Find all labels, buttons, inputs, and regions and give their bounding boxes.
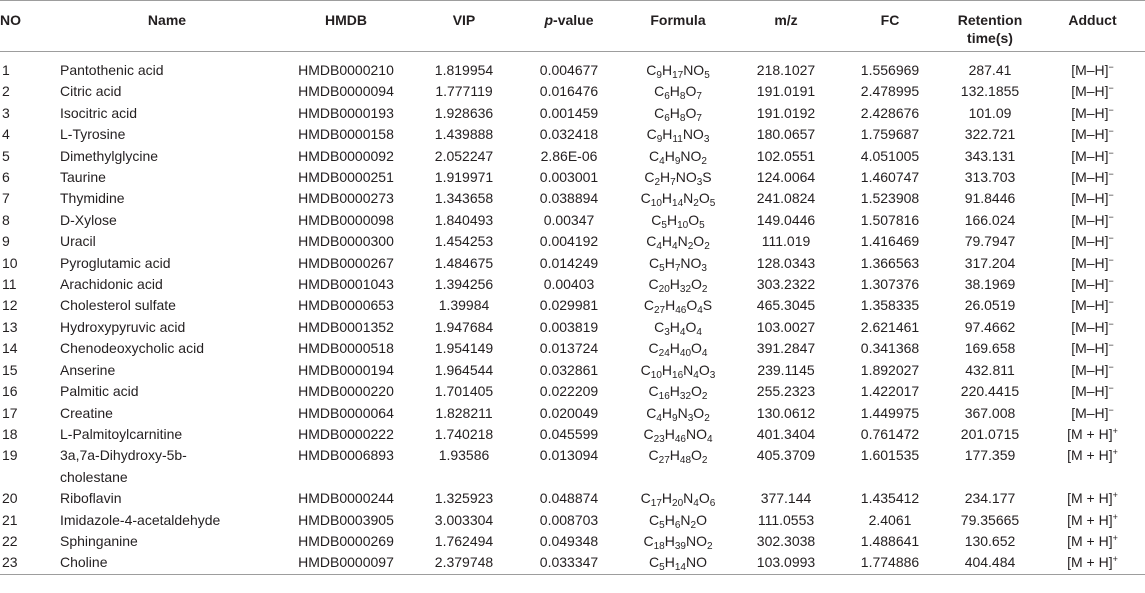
cell-adduct: [M–H]− <box>1071 297 1114 314</box>
cell-adduct: [M–H]− <box>1071 62 1114 78</box>
cell-vip: 1.484675 <box>434 254 494 271</box>
cell-name: L-Tyrosine <box>60 126 126 143</box>
header-pvalue-italic: p <box>544 12 554 28</box>
cell-pvalue: 0.004677 <box>539 62 599 78</box>
cell-pvalue: 0.013094 <box>539 447 599 464</box>
cell-vip: 1.919971 <box>434 169 494 186</box>
cell-name: Chenodeoxycholic acid <box>60 340 204 357</box>
cell-name: Pyroglutamic acid <box>60 254 171 271</box>
cell-formula: $C_{10}H_{14}N_2O_5$ <box>640 190 716 210</box>
cell-adduct: [M–H]− <box>1071 104 1114 121</box>
cell-fc: 2.4061 <box>868 511 912 528</box>
cell-fc: 1.892027 <box>860 361 920 378</box>
cell-vip: 1.343658 <box>434 190 494 207</box>
cell-no: 15 <box>2 361 18 378</box>
table-row <box>0 60 1145 81</box>
table-row <box>0 274 1145 295</box>
cell-formula: $C_2H_7NO_3S$ <box>644 169 712 189</box>
cell-pvalue: 0.008703 <box>539 511 599 528</box>
cell-adduct: [M–H]− <box>1071 190 1114 207</box>
cell-no: 19 <box>2 447 18 464</box>
cell-adduct: [M–H]− <box>1071 404 1114 421</box>
cell-mz: 255.2323 <box>756 383 816 400</box>
cell-mz: 303.2322 <box>756 276 816 293</box>
cell-no: 20 <box>2 490 18 507</box>
cell-name: Anserine <box>60 361 116 378</box>
table-row <box>0 445 1145 488</box>
cell-no: 17 <box>2 404 18 421</box>
table-row <box>0 360 1145 381</box>
cell-formula: $C_5H_{14}NO$ <box>624 552 732 574</box>
header-pvalue <box>514 1 624 52</box>
cell-formula: $C_5H_7NO_3$ <box>649 254 707 274</box>
cell-hmdb: HMDB0000092 <box>298 147 394 164</box>
table-row <box>0 317 1145 338</box>
table-row <box>0 552 1145 574</box>
table-row <box>0 381 1145 402</box>
cell-formula: $C_{27}H_{46}O_4S$ <box>643 297 713 317</box>
cell-fc: 1.774886 <box>840 552 940 574</box>
cell-mz: 191.0191 <box>756 83 816 100</box>
table-row <box>0 124 1145 145</box>
cell-adduct: [M–H]− <box>1071 361 1114 378</box>
cell-formula: $C_9H_{17}NO_5$ <box>646 62 710 81</box>
table-row <box>0 210 1145 231</box>
cell-fc: 1.435412 <box>860 490 920 507</box>
cell-no: 8 <box>2 211 10 228</box>
cell-formula: $C_9H_{11}NO_3$ <box>646 126 710 146</box>
cell-mz: 391.2847 <box>756 340 816 357</box>
cell-retention-time: 97.4662 <box>964 318 1016 335</box>
cell-retention-time: 26.0519 <box>964 297 1016 314</box>
cell-no: 3 <box>2 104 10 121</box>
cell-fc: 0.761472 <box>860 425 920 442</box>
cell-fc: 1.488641 <box>860 532 920 549</box>
cell-formula: $C_{27}H_{48}O_2$ <box>648 447 708 467</box>
cell-retention-time: 404.484 <box>940 552 1040 574</box>
cell-no: 6 <box>2 169 10 186</box>
cell-mz: 102.0551 <box>756 147 816 164</box>
cell-formula: $C_4H_4N_2O_2$ <box>646 233 710 253</box>
cell-vip: 1.954149 <box>434 340 494 357</box>
cell-hmdb: HMDB0000158 <box>298 126 394 143</box>
cell-fc: 0.341368 <box>860 340 920 357</box>
cell-hmdb: HMDB0000097 <box>278 552 414 574</box>
cell-fc: 1.366563 <box>860 254 920 271</box>
cell-vip: 2.379748 <box>414 552 514 574</box>
cell-mz: 149.0446 <box>756 211 816 228</box>
cell-no: 23 <box>0 552 56 574</box>
cell-name: Thymidine <box>60 190 125 207</box>
cell-mz: 124.0064 <box>756 169 816 186</box>
cell-adduct: [M–H]− <box>1071 340 1114 357</box>
cell-mz: 465.3045 <box>756 297 816 314</box>
cell-pvalue: 0.016476 <box>539 83 599 100</box>
table-row <box>0 510 1145 531</box>
cell-mz: 103.0027 <box>756 318 816 335</box>
header-adduct: Adduct <box>1068 12 1117 28</box>
cell-retention-time: 313.703 <box>964 169 1016 186</box>
table-row <box>0 146 1145 167</box>
cell-name: 3a,7a-Dihydroxy-5b-cholestane <box>60 447 187 485</box>
cell-vip: 1.325923 <box>434 490 494 507</box>
cell-formula: $C_{17}H_{20}N_4O_6$ <box>640 490 716 510</box>
cell-mz: 191.0192 <box>756 104 816 121</box>
header-row <box>0 1 1145 52</box>
cell-hmdb: HMDB0003905 <box>298 511 394 528</box>
cell-hmdb: HMDB0000210 <box>298 62 394 78</box>
cell-hmdb: HMDB0000222 <box>298 425 394 442</box>
cell-retention-time: 322.721 <box>964 126 1016 143</box>
cell-name: D-Xylose <box>60 211 117 228</box>
cell-fc: 1.307376 <box>860 276 920 293</box>
cell-pvalue: 0.045599 <box>539 425 599 442</box>
cell-no: 11 <box>2 276 17 293</box>
cell-hmdb: HMDB0000094 <box>298 83 394 100</box>
cell-adduct: [M + H]+ <box>1067 532 1118 549</box>
cell-mz: 302.3038 <box>756 532 816 549</box>
cell-formula: $C_{23}H_{46}NO_4$ <box>643 425 713 445</box>
cell-pvalue: 0.029981 <box>539 297 599 314</box>
cell-pvalue: 2.86E-06 <box>540 147 598 164</box>
cell-pvalue: 0.003001 <box>539 169 599 186</box>
cell-mz: 218.1027 <box>756 62 816 78</box>
cell-retention-time: 79.7947 <box>964 233 1016 250</box>
cell-formula: $C_{18}H_{39}NO_2$ <box>643 532 713 552</box>
cell-mz: 103.0993 <box>732 552 840 574</box>
cell-pvalue: 0.022209 <box>539 383 599 400</box>
cell-vip: 1.740218 <box>434 425 494 442</box>
cell-formula: $C_3H_4O_4$ <box>654 318 702 338</box>
cell-mz: 241.0824 <box>756 190 816 207</box>
cell-fc: 1.416469 <box>860 233 920 250</box>
header-name: Name <box>147 12 187 28</box>
table-row <box>0 103 1145 124</box>
cell-pvalue: 0.048874 <box>539 490 599 507</box>
cell-adduct: [M–H]− <box>1071 254 1114 271</box>
cell-fc: 2.428676 <box>860 104 920 121</box>
cell-hmdb: HMDB0000194 <box>298 361 394 378</box>
cell-pvalue: 0.00403 <box>543 276 595 293</box>
cell-name: Imidazole-4-acetaldehyde <box>60 511 221 528</box>
cell-hmdb: HMDB0000269 <box>298 532 394 549</box>
cell-hmdb: HMDB0000244 <box>298 490 394 507</box>
cell-hmdb: HMDB0000220 <box>298 383 394 400</box>
cell-mz: 405.3709 <box>756 447 816 464</box>
cell-hmdb: HMDB0006893 <box>298 447 394 464</box>
cell-no: 21 <box>2 511 18 528</box>
cell-vip: 3.003304 <box>434 511 494 528</box>
cell-fc: 1.601535 <box>860 447 920 464</box>
cell-name: Riboflavin <box>60 490 122 507</box>
header-hmdb: HMDB <box>325 12 367 28</box>
cell-adduct: [M–H]− <box>1071 318 1114 335</box>
cell-name: Pantothenic acid <box>60 62 164 78</box>
cell-vip: 1.454253 <box>434 233 494 250</box>
cell-vip: 1.828211 <box>435 404 493 421</box>
cell-vip: 1.964544 <box>434 361 494 378</box>
cell-formula: $C_5H_6N_2O$ <box>649 511 707 531</box>
cell-retention-time: 367.008 <box>964 404 1016 421</box>
cell-pvalue: 0.033347 <box>514 552 624 574</box>
cell-formula: $C_6H_8O_7$ <box>654 83 702 103</box>
cell-name: Creatine <box>60 404 113 421</box>
cell-no: 12 <box>2 297 18 314</box>
cell-hmdb: HMDB0000193 <box>298 104 394 121</box>
cell-hmdb: HMDB0000267 <box>298 254 394 271</box>
cell-vip: 1.39984 <box>438 297 490 314</box>
header-retention-time: Retention time(s) <box>957 12 1023 46</box>
table-row <box>0 253 1145 274</box>
table-body <box>0 60 1145 574</box>
cell-name: Uracil <box>60 233 96 250</box>
cell-formula: $C_4H_9NO_2$ <box>649 147 707 167</box>
cell-no: 10 <box>2 254 18 271</box>
cell-retention-time: 177.359 <box>964 447 1016 464</box>
cell-mz: 128.0343 <box>756 254 816 271</box>
header-pvalue-rest: -value <box>553 12 594 28</box>
cell-hmdb: HMDB0000251 <box>298 169 394 186</box>
table-row <box>0 295 1145 316</box>
cell-retention-time: 287.41 <box>968 62 1012 78</box>
cell-adduct: [M–H]− <box>1071 383 1114 400</box>
cell-name: Citric acid <box>60 83 122 100</box>
cell-vip: 1.701405 <box>434 383 494 400</box>
cell-vip: 1.947684 <box>434 318 494 335</box>
cell-retention-time: 130.652 <box>964 532 1016 549</box>
cell-formula: $C_{24}H_{40}O_4$ <box>648 340 708 360</box>
cell-no: 5 <box>2 147 10 164</box>
cell-name: Cholesterol sulfate <box>60 297 176 314</box>
cell-hmdb: HMDB0000300 <box>298 233 394 250</box>
cell-formula: $C_{16}H_{32}O_2$ <box>648 383 708 403</box>
cell-pvalue: 0.020049 <box>539 404 599 421</box>
cell-no: 18 <box>2 425 18 442</box>
cell-adduct: [M–H]− <box>1071 211 1114 228</box>
cell-hmdb: HMDB0001043 <box>298 276 394 293</box>
header-divider <box>0 52 1145 61</box>
cell-name: Choline <box>56 552 278 574</box>
cell-no: 4 <box>2 126 10 143</box>
cell-fc: 1.422017 <box>860 383 920 400</box>
cell-retention-time: 201.0715 <box>960 425 1020 442</box>
cell-name: Taurine <box>60 169 106 186</box>
table-row <box>0 231 1145 252</box>
table-row <box>0 81 1145 102</box>
cell-no: 13 <box>2 318 18 335</box>
cell-pvalue: 0.013724 <box>539 340 599 357</box>
cell-fc: 2.478995 <box>860 83 920 100</box>
cell-adduct: [M–H]− <box>1071 126 1114 143</box>
cell-fc: 1.523908 <box>860 190 920 207</box>
cell-adduct: [M + H]+ <box>1067 447 1118 464</box>
cell-formula: $C_{20}H_{32}O_2$ <box>648 276 708 296</box>
cell-formula: $C_{10}H_{16}N_4O_3$ <box>640 361 716 381</box>
cell-no: 16 <box>2 383 18 400</box>
cell-vip: 1.819954 <box>434 62 494 78</box>
cell-name: Hydroxypyruvic acid <box>60 318 186 335</box>
cell-no: 1 <box>2 62 10 78</box>
cell-fc: 2.621461 <box>860 318 920 335</box>
cell-retention-time: 91.8446 <box>964 190 1016 207</box>
cell-adduct: [M + H]+ <box>1067 511 1118 528</box>
cell-name: Sphinganine <box>60 532 138 549</box>
cell-hmdb: HMDB0000064 <box>298 404 394 421</box>
table-row <box>0 488 1145 509</box>
cell-name: L-Palmitoylcarnitine <box>60 425 183 442</box>
cell-retention-time: 169.658 <box>964 340 1016 357</box>
cell-no: 14 <box>2 340 18 357</box>
cell-retention-time: 234.177 <box>964 490 1016 507</box>
table-row <box>0 424 1145 445</box>
cell-formula: $C_5H_{10}O_5$ <box>651 211 705 231</box>
cell-fc: 4.051005 <box>860 147 920 164</box>
table-row <box>0 403 1145 424</box>
cell-fc: 1.507816 <box>860 211 920 228</box>
header-fc: FC <box>880 12 900 28</box>
cell-name: Isocitric acid <box>60 104 138 121</box>
cell-retention-time: 166.024 <box>964 211 1016 228</box>
cell-retention-time: 101.09 <box>968 104 1012 121</box>
cell-vip: 1.93586 <box>438 447 490 464</box>
cell-mz: 180.0657 <box>756 126 816 143</box>
table-row <box>0 338 1145 359</box>
cell-vip: 1.762494 <box>434 532 494 549</box>
cell-hmdb: HMDB0000098 <box>298 211 394 228</box>
cell-adduct: [M + H]+ <box>1067 490 1118 507</box>
table-row <box>0 531 1145 552</box>
cell-adduct: [M + H]+ <box>1067 425 1118 442</box>
header-no: NO <box>0 12 21 28</box>
cell-retention-time: 432.811 <box>965 361 1015 378</box>
cell-name: Dimethylglycine <box>60 147 159 164</box>
cell-pvalue: 0.032861 <box>539 361 599 378</box>
cell-retention-time: 132.1855 <box>960 83 1020 100</box>
cell-retention-time: 317.204 <box>964 254 1016 271</box>
cell-adduct: [M–H]− <box>1071 276 1114 293</box>
cell-fc: 1.449975 <box>860 404 920 421</box>
cell-fc: 1.358335 <box>860 297 920 314</box>
cell-fc: 1.759687 <box>860 126 920 143</box>
cell-vip: 1.928636 <box>434 104 494 121</box>
cell-pvalue: 0.014249 <box>539 254 599 271</box>
cell-vip: 2.052247 <box>434 147 494 164</box>
cell-adduct: [M + H]+ <box>1040 552 1145 574</box>
cell-mz: 111.019 <box>761 233 811 250</box>
cell-pvalue: 0.004192 <box>539 233 599 250</box>
cell-name: Arachidonic acid <box>60 276 163 293</box>
cell-pvalue: 0.032418 <box>539 126 599 143</box>
cell-formula: $C_4H_9N_3O_2$ <box>646 404 710 424</box>
cell-pvalue: 0.003819 <box>539 318 599 335</box>
cell-fc: 1.460747 <box>860 169 920 186</box>
cell-mz: 239.1145 <box>757 361 815 378</box>
header-mz: m/z <box>774 12 798 28</box>
cell-mz: 401.3404 <box>756 425 816 442</box>
cell-vip: 1.439888 <box>434 126 494 143</box>
cell-pvalue: 0.049348 <box>539 532 599 549</box>
cell-mz: 130.0612 <box>756 404 816 421</box>
header-formula: Formula <box>650 12 706 28</box>
cell-adduct: [M–H]− <box>1071 147 1114 164</box>
cell-hmdb: HMDB0000653 <box>298 297 394 314</box>
cell-fc: 1.556969 <box>860 62 920 78</box>
cell-mz: 111.0553 <box>757 511 815 528</box>
cell-hmdb: HMDB0001352 <box>298 318 394 335</box>
cell-vip: 1.394256 <box>434 276 494 293</box>
cell-pvalue: 0.00347 <box>543 211 595 228</box>
cell-mz: 377.144 <box>760 490 812 507</box>
cell-pvalue: 0.001459 <box>539 104 599 121</box>
cell-hmdb: HMDB0000518 <box>298 340 394 357</box>
cell-no: 7 <box>2 190 10 207</box>
header-vip: VIP <box>452 12 476 28</box>
cell-retention-time: 38.1969 <box>964 276 1016 293</box>
cell-retention-time: 79.35665 <box>960 511 1020 528</box>
cell-hmdb: HMDB0000273 <box>298 190 394 207</box>
cell-name: Palmitic acid <box>60 383 139 400</box>
cell-adduct: [M–H]− <box>1071 169 1114 186</box>
cell-no: 22 <box>2 532 18 549</box>
cell-retention-time: 343.131 <box>964 147 1016 164</box>
cell-retention-time: 220.4415 <box>960 383 1020 400</box>
cell-adduct: [M–H]− <box>1071 233 1114 250</box>
cell-formula: $C_6H_8O_7$ <box>654 104 702 124</box>
cell-pvalue: 0.038894 <box>539 190 599 207</box>
cell-no: 2 <box>2 83 10 100</box>
cell-adduct: [M–H]− <box>1071 83 1114 100</box>
cell-no: 9 <box>2 233 10 250</box>
table-row <box>0 167 1145 188</box>
cell-vip: 1.840493 <box>434 211 494 228</box>
cell-vip: 1.777119 <box>435 83 493 100</box>
table-row <box>0 188 1145 209</box>
